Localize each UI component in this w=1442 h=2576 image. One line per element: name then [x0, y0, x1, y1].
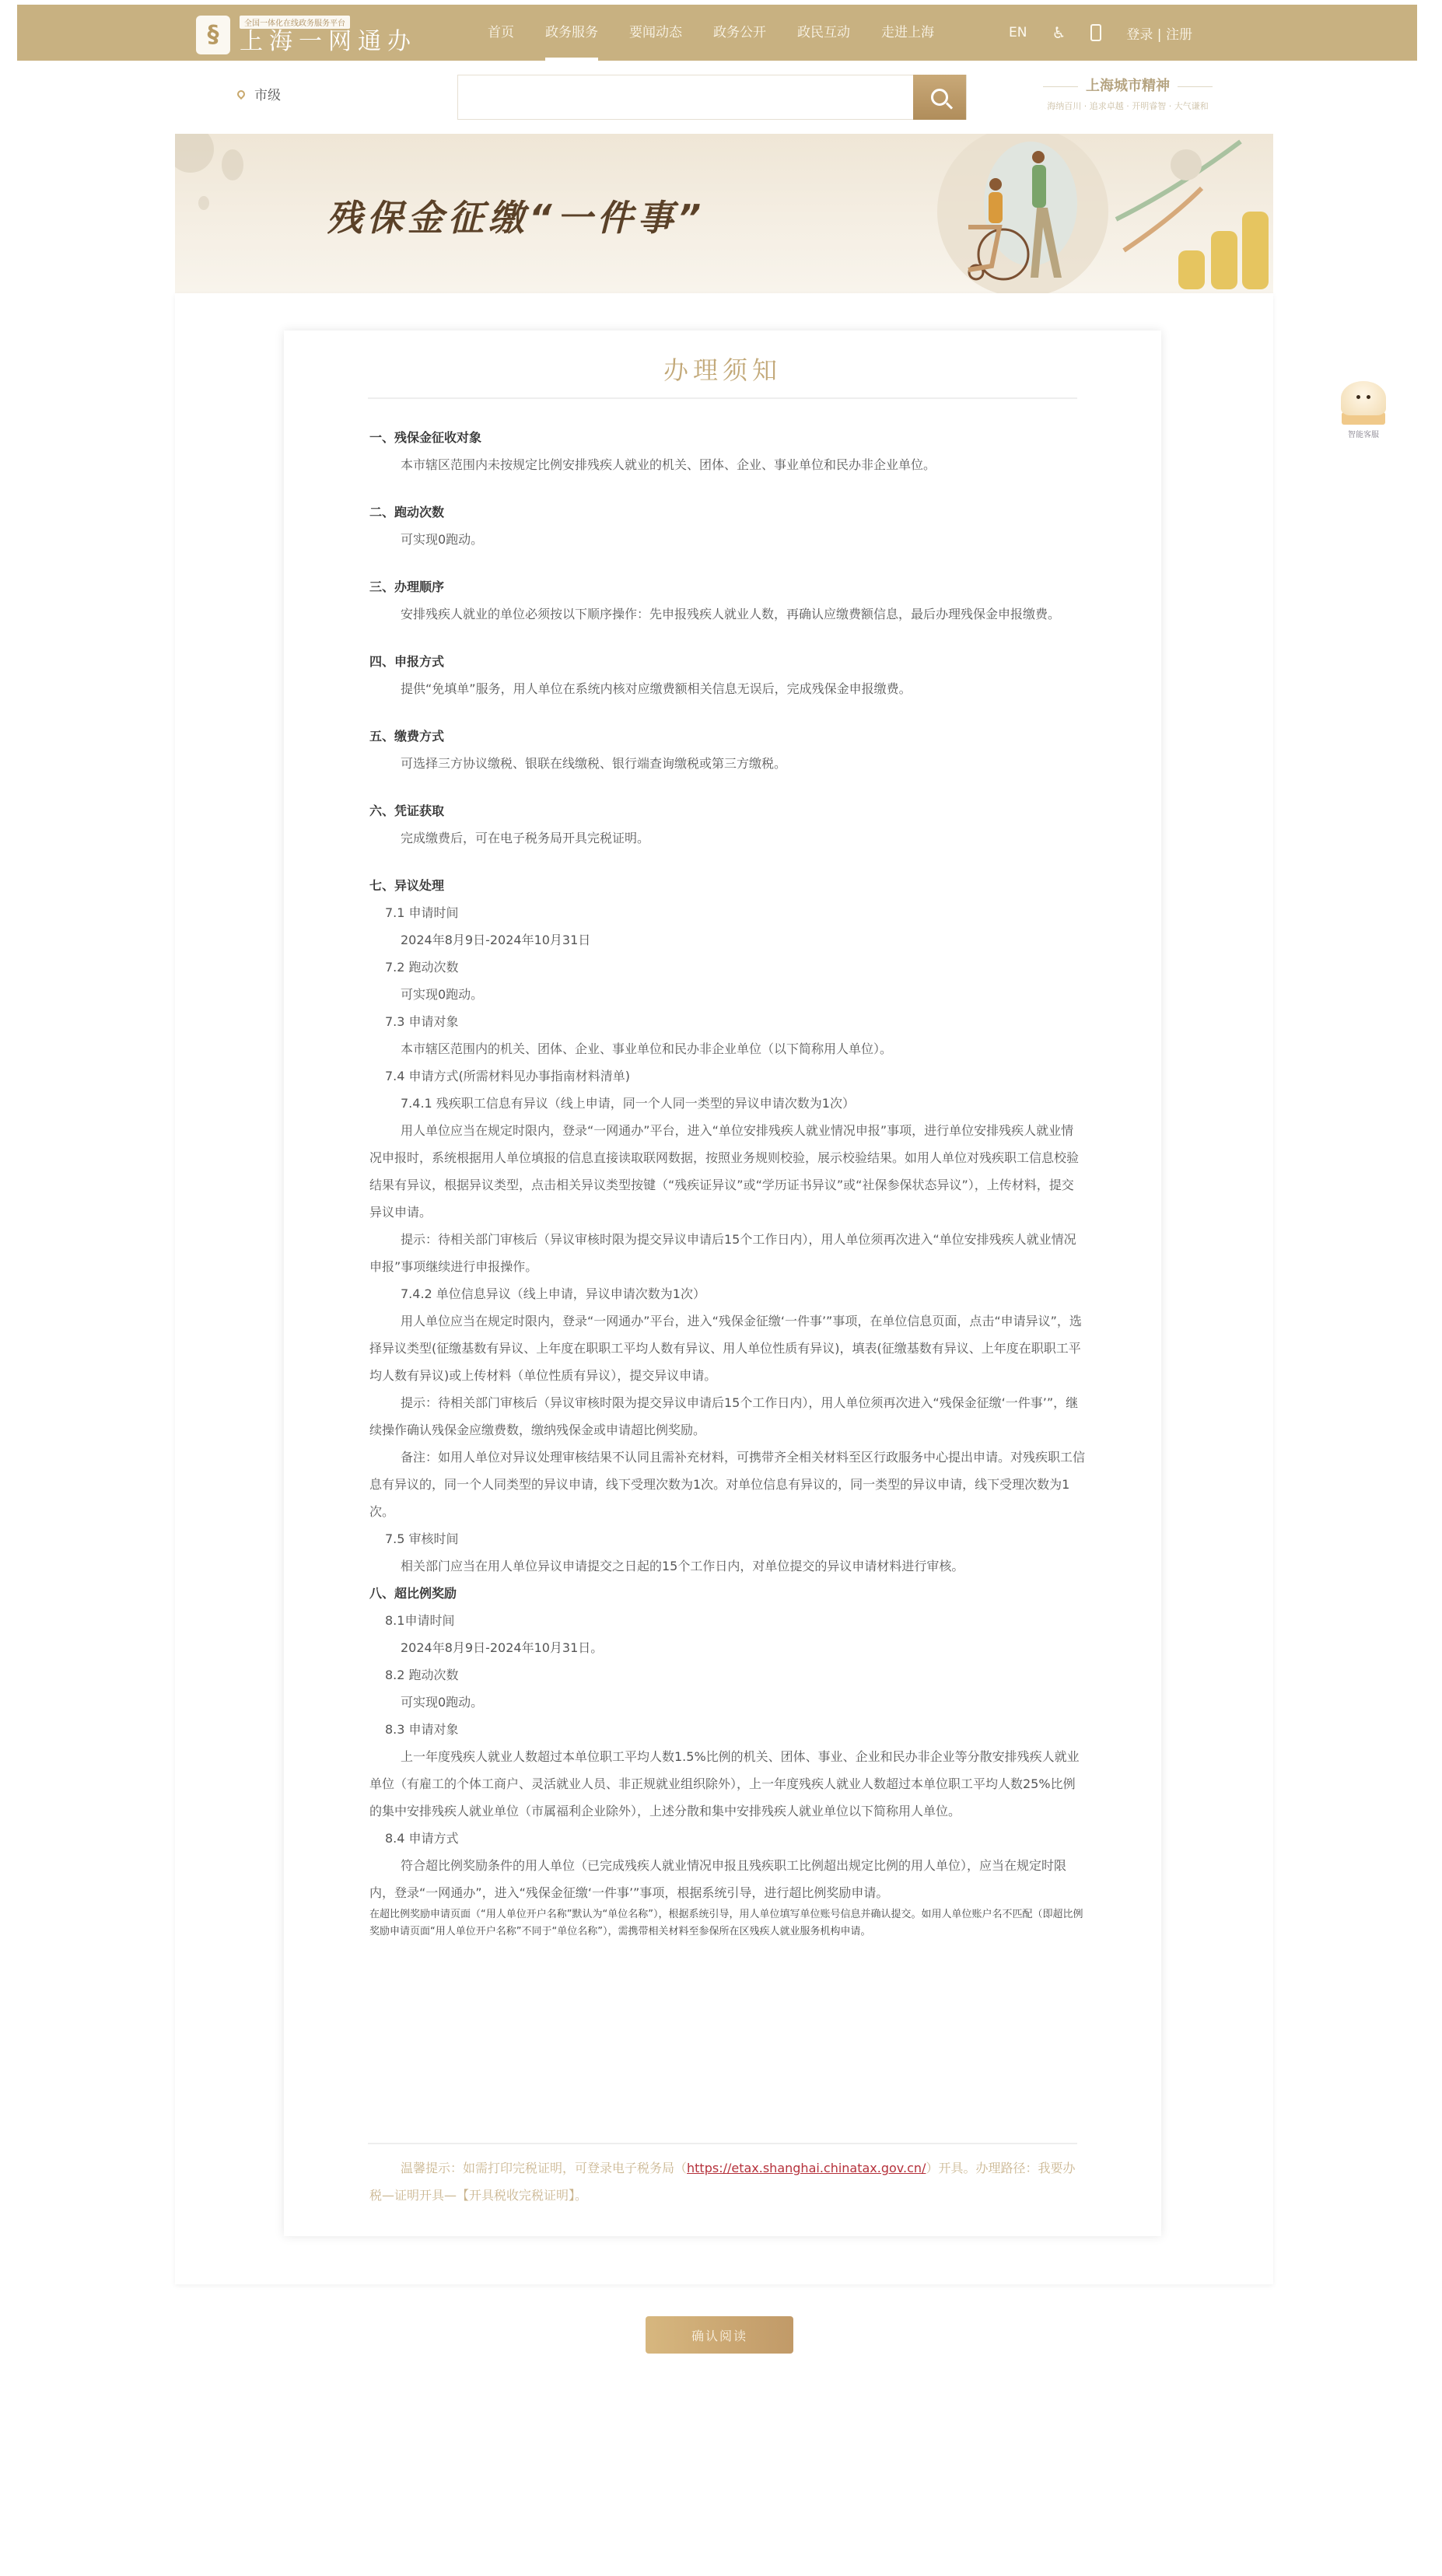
subsection-text: 上一年度残疾人就业人数超过本单位职工平均人数1.5%比例的机关、团体、事业、企业和民办非企业等分散安排残疾人就业单位（有雇工的个体工商户、灵活就业人员、非正规就业组织除外），上一年度残疾人就业人数超过本单位职工平均人数25%比例的集中安排残疾人就业单位（市属福利企业除外），上述分散和集中安排残疾人就业单位以下简称用人单位。 [369, 1749, 1080, 1818]
city-spirit [1011, 75, 1244, 112]
section-heading: 三、办理顺序 [369, 579, 445, 594]
section-text: 提供“免填单”服务，用人单位在系统内核对应缴费额相关信息无误后，完成残保金申报缴费。 [401, 681, 912, 696]
wheelchair-illustration-icon [922, 134, 1272, 293]
hero-banner [175, 134, 1273, 293]
decorative-circle [198, 196, 209, 210]
section-text: 安排残疾人就业的单位必须按以下顺序操作：先申报残疾人就业人数，再确认应缴费额信息，最后办理残保金申报缴费。 [401, 607, 1061, 621]
subsection-text: 用人单位应当在规定时限内，登录“一网通办”平台，进入“残保金征缴‘一件事’”事项，在单位信息页面，点击“申请异议”，选择异议类型(征缴基数有异议、上年度在职职工平均人数有异议、用人单位性质有异议)，填表(征缴基数有异议、上年度在职职工平均人数有异议)或上传材料（单位性质有异议），提交异议申请。 [369, 1314, 1082, 1383]
section-heading: 四、申报方式 [369, 654, 445, 669]
subsection-text: 可实现0跑动。 [401, 987, 484, 1002]
section-heading: 五、缴费方式 [369, 729, 445, 744]
nav-item-interaction[interactable]: 政民互动 [797, 25, 850, 40]
location-label: 市级 [254, 88, 281, 103]
section-heading: 八、超比例奖励 [369, 1586, 457, 1601]
section-5 [369, 723, 1085, 777]
tip-suffix: ）开具。办理路径：我要办税—证明开具—【开具税收完税证明】。 [369, 2161, 1076, 2203]
location-selector[interactable] [237, 84, 281, 103]
nav-item-about-shanghai[interactable]: 走进上海 [881, 25, 934, 40]
section-8 [369, 1580, 1085, 1941]
search-icon [931, 89, 948, 106]
section-text: 可实现0跑动。 [401, 532, 484, 547]
subsection-text: 用人单位应当在规定时限内，登录“一网通办”平台，进入“单位安排残疾人就业情况申报”事项，进行单位安排残疾人就业情况申报时，系统根据用人单位填报的信息直接读取联网数据，按照业务规则校验，展示校验结果。如用人单位对残疾职工信息校验结果有异议，根据异议类型，点击相关异议类型按键（“残疾证异议”或“学历证书异议”或“社保参保状态异议”），上传材料，提交异议申请。 [369, 1123, 1080, 1220]
subsection-text: 符合超比例奖励条件的用人单位（已完成残疾人就业情况申报且残疾职工比例超出规定比例的用人单位），应当在规定时限内，登录“一网通办”，进入“残保金征缴‘一件事’”事项，根据系统引导，进行超比例奖励申请。 [369, 1858, 1067, 1900]
section-heading: 七、异议处理 [369, 878, 445, 893]
section-heading: 二、跑动次数 [369, 505, 445, 520]
nav-item-news[interactable]: 要闻动态 [629, 25, 682, 40]
accessibility-icon[interactable]: ♿ [1052, 23, 1066, 42]
notice-card [284, 331, 1161, 2236]
nav-item-home[interactable]: 首页 [488, 25, 514, 40]
subsection-heading: 7.4 申请方式(所需材料见办事指南材料清单) [385, 1069, 631, 1083]
section-text: 完成缴费后，可在电子税务局开具完税证明。 [401, 831, 650, 845]
notice-body [369, 424, 1085, 1941]
subsection-text: 本市辖区范围内的机关、团体、企业、事业单位和民办非企业单位（以下简称用人单位）。 [401, 1041, 893, 1056]
subsection-heading: 7.2 跑动次数 [385, 960, 459, 975]
section-text: 可选择三方协议缴税、银联在线缴税、银行端查询缴税或第三方缴税。 [401, 756, 787, 771]
bun-mascot-icon [1341, 381, 1386, 415]
notice-title: 办理须知 [663, 355, 782, 385]
divider [368, 2143, 1077, 2144]
subsection-text: 相关部门应当在用人单位异议申请提交之日起的15个工作日内，对单位提交的异议申请材料进行审核。 [401, 1559, 964, 1573]
section-text: 本市辖区范围内未按规定比例安排残疾人就业的机关、团体、企业、事业单位和民办非企业单位。 [401, 457, 936, 472]
subsection-heading: 7.3 申请对象 [385, 1014, 459, 1029]
main-nav [488, 5, 965, 61]
subsection-heading: 8.2 跑动次数 [385, 1668, 459, 1682]
language-toggle[interactable]: EN [1009, 25, 1027, 40]
section-heading: 六、凭证获取 [369, 803, 445, 818]
subsection-heading: 7.4.2 单位信息异议（线上申请，异议申请次数为1次） [401, 1286, 705, 1301]
section-2 [369, 499, 1085, 553]
nav-item-gov-open[interactable]: 政务公开 [713, 25, 766, 40]
logo-subtitle: 全国一体化在线政务服务平台 [240, 16, 350, 29]
location-pin-icon [236, 88, 247, 99]
subsection-heading: 7.5 审核时间 [385, 1531, 459, 1546]
section-1 [369, 424, 1085, 478]
subsection-heading: 8.4 申请方式 [385, 1831, 459, 1846]
search-input[interactable] [457, 75, 967, 120]
warm-tip [369, 2154, 1085, 2209]
assistant-label: 智能客服 [1348, 431, 1379, 439]
subsection-tip: 提示：待相关部门审核后（异议审核时限为提交异议申请后15个工作日内），用人单位须再次进入“残保金征缴‘一件事’”，继续操作确认残保金应缴费数，缴纳残保金或申请超比例奖励。 [369, 1395, 1079, 1437]
city-spirit-title: 上海城市精神 [1011, 75, 1244, 95]
section-7 [369, 872, 1085, 1580]
search-button[interactable] [913, 75, 966, 120]
confirm-read-button[interactable]: 确认阅读 [646, 2316, 793, 2354]
top-navbar [17, 5, 1417, 61]
banner-title: 残保金征缴“一件事” [327, 197, 706, 239]
login-register-link[interactable]: 登录 | 注册 [1126, 26, 1192, 43]
section-heading: 一、残保金征收对象 [369, 430, 482, 445]
subsection-heading: 8.1申请时间 [385, 1613, 455, 1628]
divider [368, 397, 1077, 399]
decorative-circle [175, 134, 214, 173]
site-logo[interactable] [196, 14, 417, 55]
mobile-icon[interactable] [1090, 24, 1101, 41]
subsection-text: 2024年8月9日-2024年10月31日。 [401, 1640, 604, 1655]
section-6 [369, 797, 1085, 852]
tip-prefix: 温馨提示：如需打印完税证明，可登录电子税务局（ [401, 2161, 688, 2175]
nav-item-gov-services[interactable]: 政务服务 [545, 5, 598, 61]
logo-title: 上海一网通办 [240, 28, 417, 55]
decorative-circle [222, 149, 243, 180]
subsection-heading: 7.1 申请时间 [385, 905, 459, 920]
subsection-heading: 7.4.1 残疾职工信息有异议（线上申请，同一个人同一类型的异议申请次数为1次） [401, 1096, 855, 1111]
logo-icon: § [196, 16, 230, 54]
subsection-text: 可实现0跑动。 [401, 1695, 484, 1710]
etax-link[interactable]: https://etax.shanghai.chinatax.gov.cn/ [687, 2161, 926, 2175]
subsection-tip: 提示：待相关部门审核后（异议审核时限为提交异议申请后15个工作日内），用人单位须再次进入“单位安排残疾人就业情况申报”事项继续进行申报操作。 [369, 1232, 1076, 1274]
smart-assistant[interactable] [1336, 381, 1391, 439]
section-4 [369, 648, 1085, 702]
city-spirit-subtitle: 海纳百川 · 追求卓越 · 开明睿智 · 大气谦和 [1047, 101, 1209, 111]
subsection-small-print: 在超比例奖励申请页面（“用人单位开户名称”默认为“单位名称”），根据系统引导，用人单位填写单位账号信息并确认提交。如用人单位账户名不匹配（即超比例奖励申请页面“用人单位开户名称”不同于“单位名称”），需携带相关材料至参保所在区残疾人就业服务机构申请。 [369, 1909, 1083, 1937]
section-3 [369, 573, 1085, 628]
subsection-text: 2024年8月9日-2024年10月31日 [401, 933, 591, 947]
subsection-note: 备注：如用人单位对异议处理审核结果不认同且需补充材料，可携带齐全相关材料至区行政服务中心提出申请。对残疾职工信息有异议的，同一个人同类型的异议申请，线下受理次数为1次。对单位信息有异议的，同一类型的异议申请，线下受理次数为1次。 [369, 1450, 1086, 1519]
nav-right-tools [1009, 5, 1217, 61]
subsection-heading: 8.3 申请对象 [385, 1722, 459, 1737]
